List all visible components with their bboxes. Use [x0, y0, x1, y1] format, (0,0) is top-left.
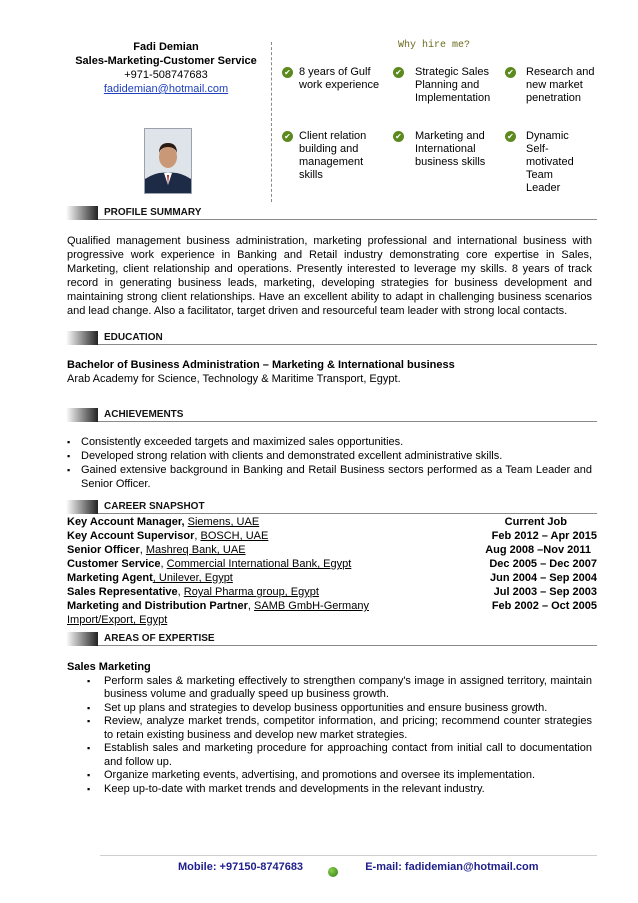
- section-header-career: [66, 500, 597, 514]
- section-label: PROFILE SUMMARY: [104, 207, 202, 218]
- list-item: ▪ Review, analyze market trends, competitor information, and pricing; recommend counter strategies to retain existing business and develop new market strategies.: [81, 715, 592, 742]
- contact-block: [72, 40, 260, 96]
- job-title: Key Account Manager,: [67, 516, 185, 528]
- job-title: Marketing Agent: [67, 572, 153, 584]
- candidate-name: Fadi Demian: [133, 41, 199, 53]
- company-link[interactable]: SAMB GmbH-Germany Import/Export, Egypt: [67, 600, 369, 626]
- list-item: ▪ Gained extensive background in Banking and Retail Business sectors performed as a Team Leader and Senior Officer.: [67, 463, 592, 491]
- footer-divider: [100, 855, 597, 856]
- job-dates: Jun 2004 – Sep 2004: [489, 572, 597, 584]
- list-item: ▪ Organize marketing events, advertising, and promotions and oversee its implementation.: [81, 769, 592, 783]
- profile-photo: [144, 128, 192, 194]
- email-link[interactable]: fadidemian@hotmail.com: [103, 83, 229, 95]
- why-item-4: Client relation building and management skills: [299, 130, 367, 181]
- career-row: Key Account Supervisor, BOSCH, UAE Feb 2012 – Apr 2015: [67, 530, 597, 542]
- section-label: ACHIEVEMENTS: [104, 409, 184, 420]
- section-header-expertise: [66, 632, 597, 646]
- company-link[interactable]: Unilever, Egypt: [155, 572, 233, 584]
- job-dates: Feb 2012 – Apr 2015: [491, 530, 597, 542]
- check-icon: ✔: [282, 67, 293, 78]
- why-hire-title: Why hire me?: [398, 40, 471, 51]
- job-dates: Aug 2008 –Nov 2011: [485, 544, 591, 556]
- company-link[interactable]: Commercial International Bank, Egypt: [166, 558, 352, 570]
- profile-summary-text: Qualified management business administration, marketing professional and international business with progressive work experience in Banking and Retail industry demonstrating core expertise in Sales, Marketing, client relationship and operations. Presently interested to leverage my skills. 8 years of track record in generating business leads, marketing, developing strategies for business development and maintaining strong client relationships. Have an excellent ability to adapt in challenging business scenarios and lead change. Also a facilitator, target driven and resourceful team leader with strong local contacts.: [67, 235, 592, 317]
- company-link[interactable]: Mashreq Bank, UAE: [145, 544, 246, 556]
- why-item-2: Strategic Sales Planning and Implementation: [415, 66, 491, 104]
- company-link[interactable]: Siemens, UAE: [187, 516, 260, 528]
- career-row: Senior Officer, Mashreq Bank, UAE Aug 2008 –Nov 2011: [67, 544, 591, 556]
- section-header-achievements: [66, 408, 597, 422]
- job-dates: Current Job: [504, 516, 567, 528]
- job-title: Senior Officer: [67, 544, 140, 556]
- check-icon: ✔: [505, 67, 516, 78]
- education-block: [67, 358, 489, 386]
- career-row: Marketing Agent, Unilever, Egypt Jun 2004 – Sep 2004: [67, 572, 597, 584]
- company-link[interactable]: Royal Pharma group, Egypt: [183, 586, 319, 598]
- list-item: ▪ Set up plans and strategies to develop business opportunities and ensure business growth.: [81, 702, 592, 716]
- phone-number: +971-508747683: [124, 69, 208, 81]
- section-header-education: [66, 331, 597, 345]
- footer: [178, 861, 539, 873]
- check-icon: ✔: [282, 131, 293, 142]
- header-divider: [271, 42, 272, 202]
- section-label: CAREER SNAPSHOT: [104, 501, 205, 512]
- footer-mobile: Mobile: +97150-8747683: [178, 861, 304, 873]
- achievements-list: [67, 435, 592, 491]
- footer-email: E-mail: fadidemian@hotmail.com: [365, 861, 539, 873]
- expertise-heading: Sales Marketing: [67, 661, 151, 673]
- job-dates: Feb 2002 – Oct 2005: [491, 600, 597, 612]
- check-icon: ✔: [393, 67, 404, 78]
- list-item: ▪ Developed strong relation with clients and demonstrated excellent administrative skills.: [67, 449, 592, 463]
- career-list: [67, 515, 597, 627]
- job-title: Sales Representative: [67, 586, 178, 598]
- career-row: Sales Representative, Royal Pharma group, Egypt Jul 2003 – Sep 2003: [67, 586, 597, 598]
- candidate-role: Sales-Marketing-Customer Service: [75, 55, 257, 67]
- job-title: Customer Service: [67, 558, 161, 570]
- career-row: Marketing and Distribution Partner, SAMB GmbH-Germany Import/Export, Egypt Feb 2002 – Oct 2005: [67, 600, 597, 626]
- job-title: Key Account Supervisor: [67, 530, 195, 542]
- list-item: ▪ Perform sales & marketing effectively to strengthen company's image in assigned territory, maintain business volume and gradually speed up business growth.: [81, 675, 592, 702]
- why-item-1: 8 years of Gulf work experience: [299, 66, 380, 91]
- check-icon: ✔: [505, 131, 516, 142]
- why-item-3: Research and new market penetration: [526, 66, 595, 104]
- section-header-profile: [66, 206, 597, 220]
- list-item: ▪ Keep up-to-date with market trends and developments in the relevant industry.: [81, 783, 592, 797]
- career-row: [67, 515, 597, 529]
- job-dates: Dec 2005 – Dec 2007: [489, 558, 597, 570]
- list-item: ▪ Establish sales and marketing procedure for approaching contact from initial call to documentation and follow up.: [81, 742, 592, 769]
- education-degree: Bachelor of Business Administration – Marketing & International business: [67, 359, 455, 371]
- check-icon: ✔: [393, 131, 404, 142]
- section-label: AREAS OF EXPERTISE: [104, 633, 215, 644]
- job-title: Marketing and Distribution Partner: [67, 600, 248, 612]
- career-row: Customer Service, Commercial International Bank, Egypt Dec 2005 – Dec 2007: [67, 558, 597, 570]
- company-link[interactable]: BOSCH, UAE: [200, 530, 269, 542]
- why-item-6: Dynamic Self-motivated Team Leader: [526, 130, 574, 194]
- section-label: EDUCATION: [104, 332, 163, 343]
- globe-icon: [328, 867, 338, 877]
- why-item-5: Marketing and International business skills: [415, 130, 486, 168]
- list-item: ▪ Consistently exceeded targets and maximized sales opportunities.: [67, 435, 592, 449]
- education-school: Arab Academy for Science, Technology & Maritime Transport, Egypt.: [67, 373, 401, 385]
- job-dates: Jul 2003 – Sep 2003: [493, 586, 597, 598]
- expertise-list: [67, 661, 592, 796]
